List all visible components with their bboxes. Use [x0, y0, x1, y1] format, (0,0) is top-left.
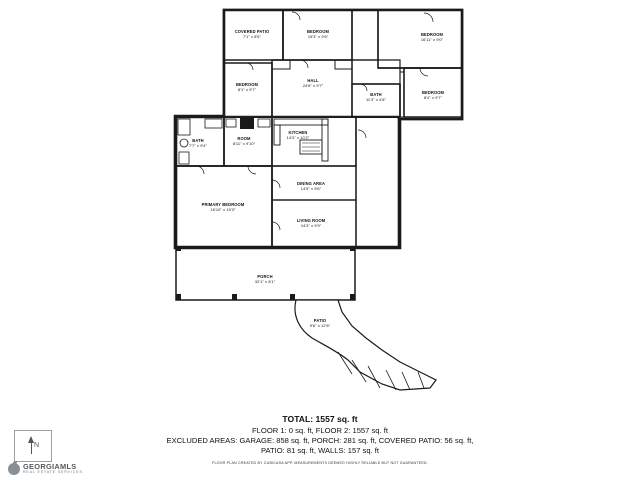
room-label: PORCH 32'1" x 8'1": [254, 274, 276, 285]
room-label: BEDROOM 8'4" x 9'7": [421, 90, 445, 101]
plan-walls: [175, 10, 462, 390]
compass-north: [14, 430, 52, 462]
room-label: ROOM 8'11" x 9'10": [232, 136, 256, 147]
total-area: TOTAL: 1557 sq. ft: [282, 414, 358, 424]
room-label: DINING AREA 14'5" x 5'6": [296, 181, 326, 192]
room-label: COVERED PATIO 7'1" x 8'5": [234, 29, 270, 40]
logo-secondary-text: REAL ESTATE SERVICES: [23, 470, 83, 475]
room-label: BEDROOM 16'11" x 9'0": [420, 32, 444, 43]
excluded-areas-line2: PATIO: 81 sq. ft, WALLS: 157 sq. ft: [260, 445, 380, 455]
peach-icon: [8, 463, 20, 475]
area-summary: [0, 414, 640, 456]
logo-primary-text: GEORGIAMLS: [23, 462, 77, 472]
north-arrow-stem: [31, 442, 32, 454]
disclaimer: FLOOR PLAN CREATED BY CUBICASA APP. MEASUREMENTS DEEMED HIGHLY RELIABLE BUT NOT GUARANTEED.: [212, 461, 428, 465]
room-label: BEDROOM 8'1" x 9'7": [235, 82, 259, 93]
room-label: PATIO 9'6" x 12'6": [309, 318, 331, 329]
room-label: LIVING ROOM 14'3" x 9'9": [296, 218, 326, 229]
room-label: BATH 11'3" x 4'8": [365, 92, 387, 103]
room-label: BATH 7'7" x 9'4": [188, 138, 208, 149]
excluded-areas-line1: EXCLUDED AREAS: GARAGE: 858 sq. ft, PORCH: 281 sq. ft, COVERED PATIO: 56 sq. ft,: [166, 435, 474, 445]
north-label: N: [34, 442, 40, 449]
room-label: PRIMARY BEDROOM 16'10" x 15'3": [201, 202, 245, 213]
room-label: HALL 24'6" x 9'7": [302, 78, 324, 89]
floor-areas: FLOOR 1: 0 sq. ft, FLOOR 2: 1557 sq. ft: [252, 425, 388, 435]
room-label: KITCHEN 14'3" x 10'2": [286, 130, 310, 141]
room-label: BEDROOM 15'3" x 9'6": [306, 29, 330, 40]
georgia-mls-logo: [8, 463, 83, 475]
